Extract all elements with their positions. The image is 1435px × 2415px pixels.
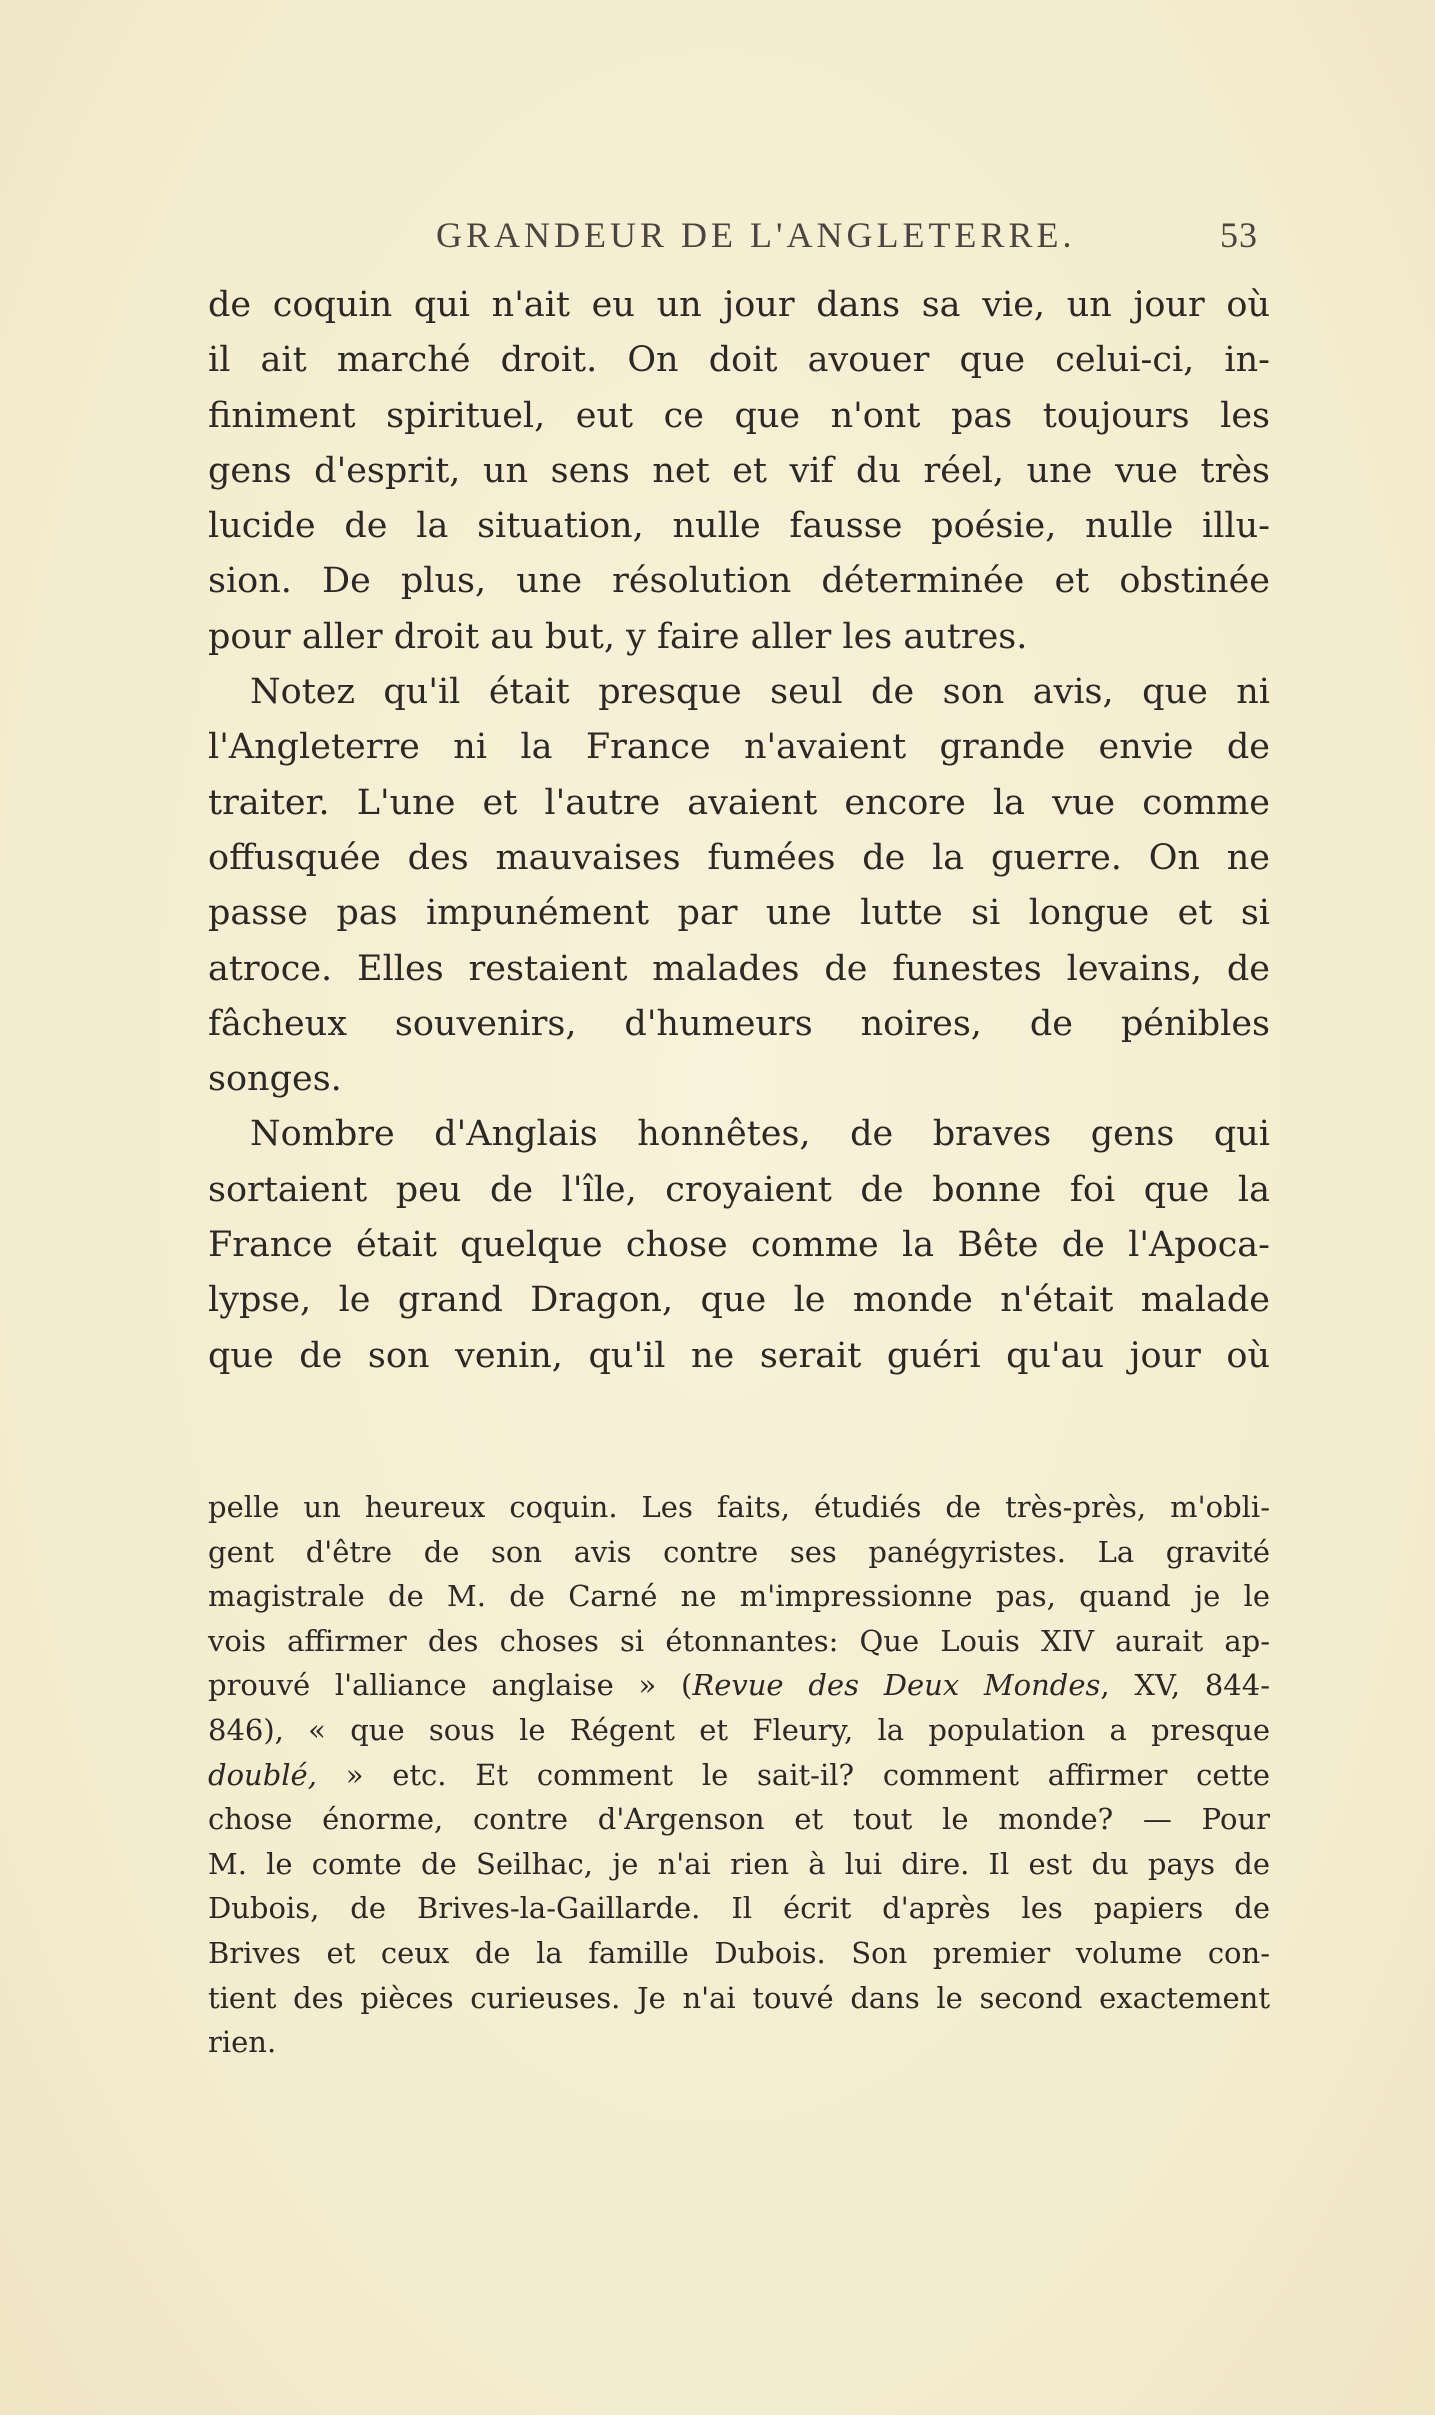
text-line: gens d'esprit, un sens net et vif du réel, une vue très <box>208 450 1270 491</box>
text-line: sion. De plus, une résolution déterminée et obstinée <box>208 561 1270 602</box>
text-line: l'Angleterre ni la France n'avaient grande envie de <box>208 727 1270 768</box>
text-line: Notez qu'il était presque seul de son avis, que ni <box>250 672 1270 713</box>
footnote-line: gent d'être de son avis contre ses panégyristes. La gravité <box>208 1534 1270 1569</box>
footnote-line: vois affirmer des choses si étonnantes: Que Louis XIV aurait ap- <box>208 1623 1270 1658</box>
footnote-text: » etc. Et comment le sait-il? comment affirmer cette <box>316 1757 1270 1792</box>
footnote-line <box>208 1663 1270 1708</box>
footnote-line: M. le comte de Seilhac, je n'ai rien à lui dire. Il est du pays de <box>208 1846 1270 1881</box>
text-line: offusquée des mauvaises fumées de la guerre. On ne <box>208 837 1270 878</box>
footnote-line <box>208 1753 1270 1798</box>
text-line: finiment spirituel, eut ce que n'ont pas toujours les <box>208 395 1270 436</box>
text-line: passe pas impunément par une lutte si longue et si <box>208 893 1270 934</box>
text-line: que de son venin, qu'il ne serait guéri qu'au jour où <box>208 1335 1270 1376</box>
text-line: il ait marché droit. On doit avouer que celui-ci, in- <box>208 340 1270 381</box>
text-line: atroce. Elles restaient malades de funestes levains, de <box>208 948 1270 989</box>
footnote-text: prouvé l'alliance anglaise » <box>208 1668 657 1703</box>
footnote-line: tient des pièces curieuses. Je n'ai touvé dans le second exactement <box>208 1980 1270 2015</box>
citation-detail: , XV, 844- <box>1100 1668 1271 1703</box>
citation-open: ( <box>681 1668 693 1703</box>
page-header <box>208 214 1264 264</box>
footnote-line: Brives et ceux de la famille Dubois. Son premier volume con- <box>208 1935 1270 1970</box>
text-line: de coquin qui n'ait eu un jour dans sa vie, un jour où <box>208 285 1270 325</box>
text-line: lucide de la situation, nulle fausse poésie, nulle illu- <box>208 506 1270 547</box>
running-head: GRANDEUR DE L'ANGLETERRE. <box>436 215 1076 255</box>
journal-title: Revue des Deux Mondes <box>692 1668 1101 1703</box>
footnote-line: chose énorme, contre d'Argenson et tout le monde? — Pour <box>208 1802 1270 1837</box>
page-number: 53 <box>1220 215 1258 255</box>
text-line: France était quelque chose comme la Bête de l'Apoca- <box>208 1225 1270 1266</box>
text-line: traiter. L'une et l'autre avaient encore la vue comme <box>208 782 1270 823</box>
text-line: Nombre d'Anglais honnêtes, de braves gens qui <box>250 1114 1270 1155</box>
footnote-line: Dubois, de Brives-la-Gaillarde. Il écrit d'après les papiers de <box>208 1891 1270 1926</box>
text-line: pour aller droit au but, y faire aller les autres. <box>208 616 1028 657</box>
footnote-line: pelle un heureux coquin. Les faits, étudiés de très-près, m'obli- <box>208 1490 1270 1524</box>
footnote-line: magistrale de M. de Carné ne m'impressionne pas, quand je le <box>208 1579 1270 1614</box>
main-text <box>208 278 1270 1384</box>
italic-word: doublé, <box>208 1757 317 1792</box>
text-line: sortaient peu de l'île, croyaient de bonne foi que la <box>208 1169 1270 1210</box>
text-line: lypse, le grand Dragon, que le monde n'était malade <box>208 1280 1270 1321</box>
footnote-line: 846), « que sous le Régent et Fleury, la population a presque <box>208 1712 1270 1747</box>
text-line: fâcheux souvenirs, d'humeurs noires, de pénibles <box>208 1003 1270 1044</box>
footnote-line: rien. <box>208 2025 277 2060</box>
text-line: songes. <box>208 1059 342 1100</box>
footnote <box>208 1485 1270 2065</box>
